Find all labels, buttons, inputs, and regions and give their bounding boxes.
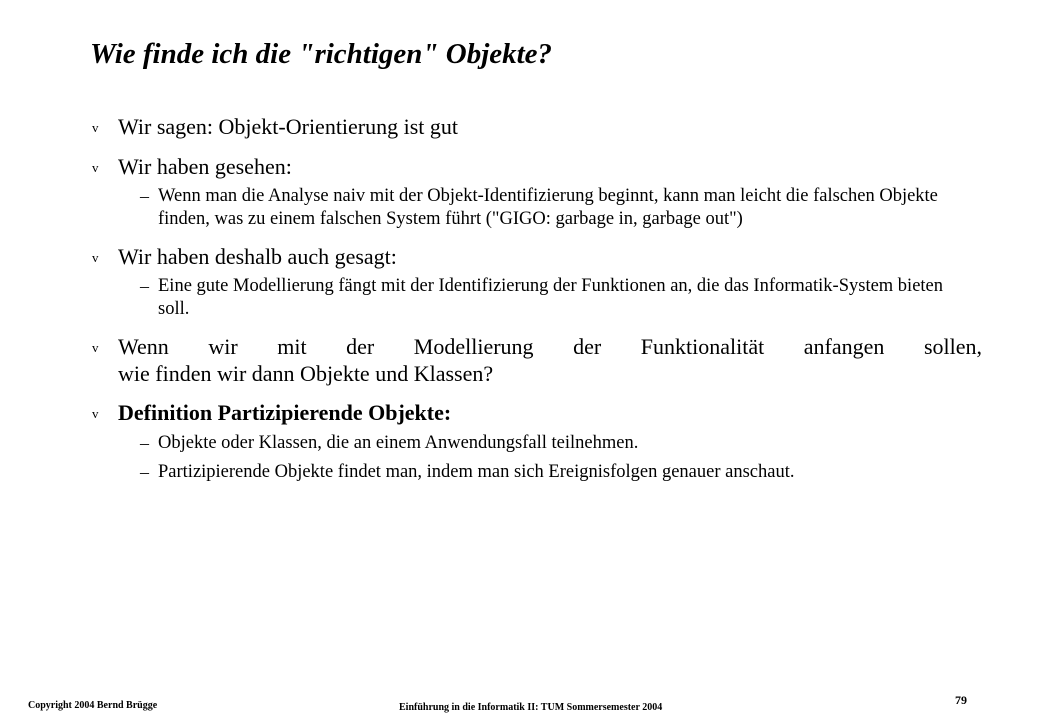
diamond-bullet-icon: v: [92, 120, 99, 135]
bullet-item: [92, 243, 982, 270]
sub-bullet-text: Wenn man die Analyse naiv mit der Objekt-Identifizierung beginnt, kann man leicht die falschen Objekte finden, was zu einem falschen System führt ("GIGO: garbage in, garbage out"): [158, 186, 938, 229]
sub-bullet-text: Eine gute Modellierung fängt mit der Identifizierung der Funktionen an, die das Informatik-System bieten soll.: [158, 276, 944, 319]
bullet-item: [92, 153, 982, 180]
bullet-item: [92, 333, 982, 387]
bullet-text: Definition Partizipierende Objekte:: [118, 400, 452, 425]
dash-bullet-icon: –: [140, 276, 149, 296]
diamond-bullet-icon: v: [92, 250, 99, 265]
diamond-bullet-icon: v: [92, 406, 99, 421]
bullet-item: [92, 113, 982, 140]
dash-bullet-icon: –: [140, 462, 149, 482]
bullet-text-line: Wenn wir mit der Modellierung der Funktionalität anfangen sollen,: [118, 334, 982, 359]
bullet-text-line: wie finden wir dann Objekte und Klassen?: [118, 361, 494, 386]
sub-bullet-item: [140, 185, 970, 231]
bullet-item: [92, 399, 982, 426]
dash-bullet-icon: –: [140, 433, 149, 453]
bullet-text: Wir haben deshalb auch gesagt:: [118, 244, 397, 269]
page-number: 79: [955, 693, 967, 707]
footer-course: Einführung in die Informatik II: TUM Sommersemester 2004: [399, 702, 663, 713]
sub-bullet-text: Objekte oder Klassen, die an einem Anwendungsfall teilnehmen.: [158, 433, 639, 453]
diamond-bullet-icon: v: [92, 160, 99, 175]
bullet-text: Wir haben gesehen:: [118, 154, 292, 179]
sub-bullet-item: [140, 275, 970, 321]
bullet-text-block: [118, 333, 982, 387]
dash-bullet-icon: –: [140, 186, 149, 206]
sub-bullet-item: [140, 432, 970, 455]
sub-bullet-item: [140, 461, 970, 484]
diamond-bullet-icon: v: [92, 340, 99, 355]
sub-bullet-text: Partizipierende Objekte findet man, indem man sich Ereignisfolgen genauer anschaut.: [158, 462, 795, 482]
bullet-text: Wir sagen: Objekt-Orientierung ist gut: [118, 114, 459, 139]
slide-content: [92, 113, 982, 484]
footer-copyright: Copyright 2004 Bernd Brügge: [28, 700, 158, 711]
slide-title: Wie finde ich die "richtigen" Objekte?: [90, 38, 553, 70]
